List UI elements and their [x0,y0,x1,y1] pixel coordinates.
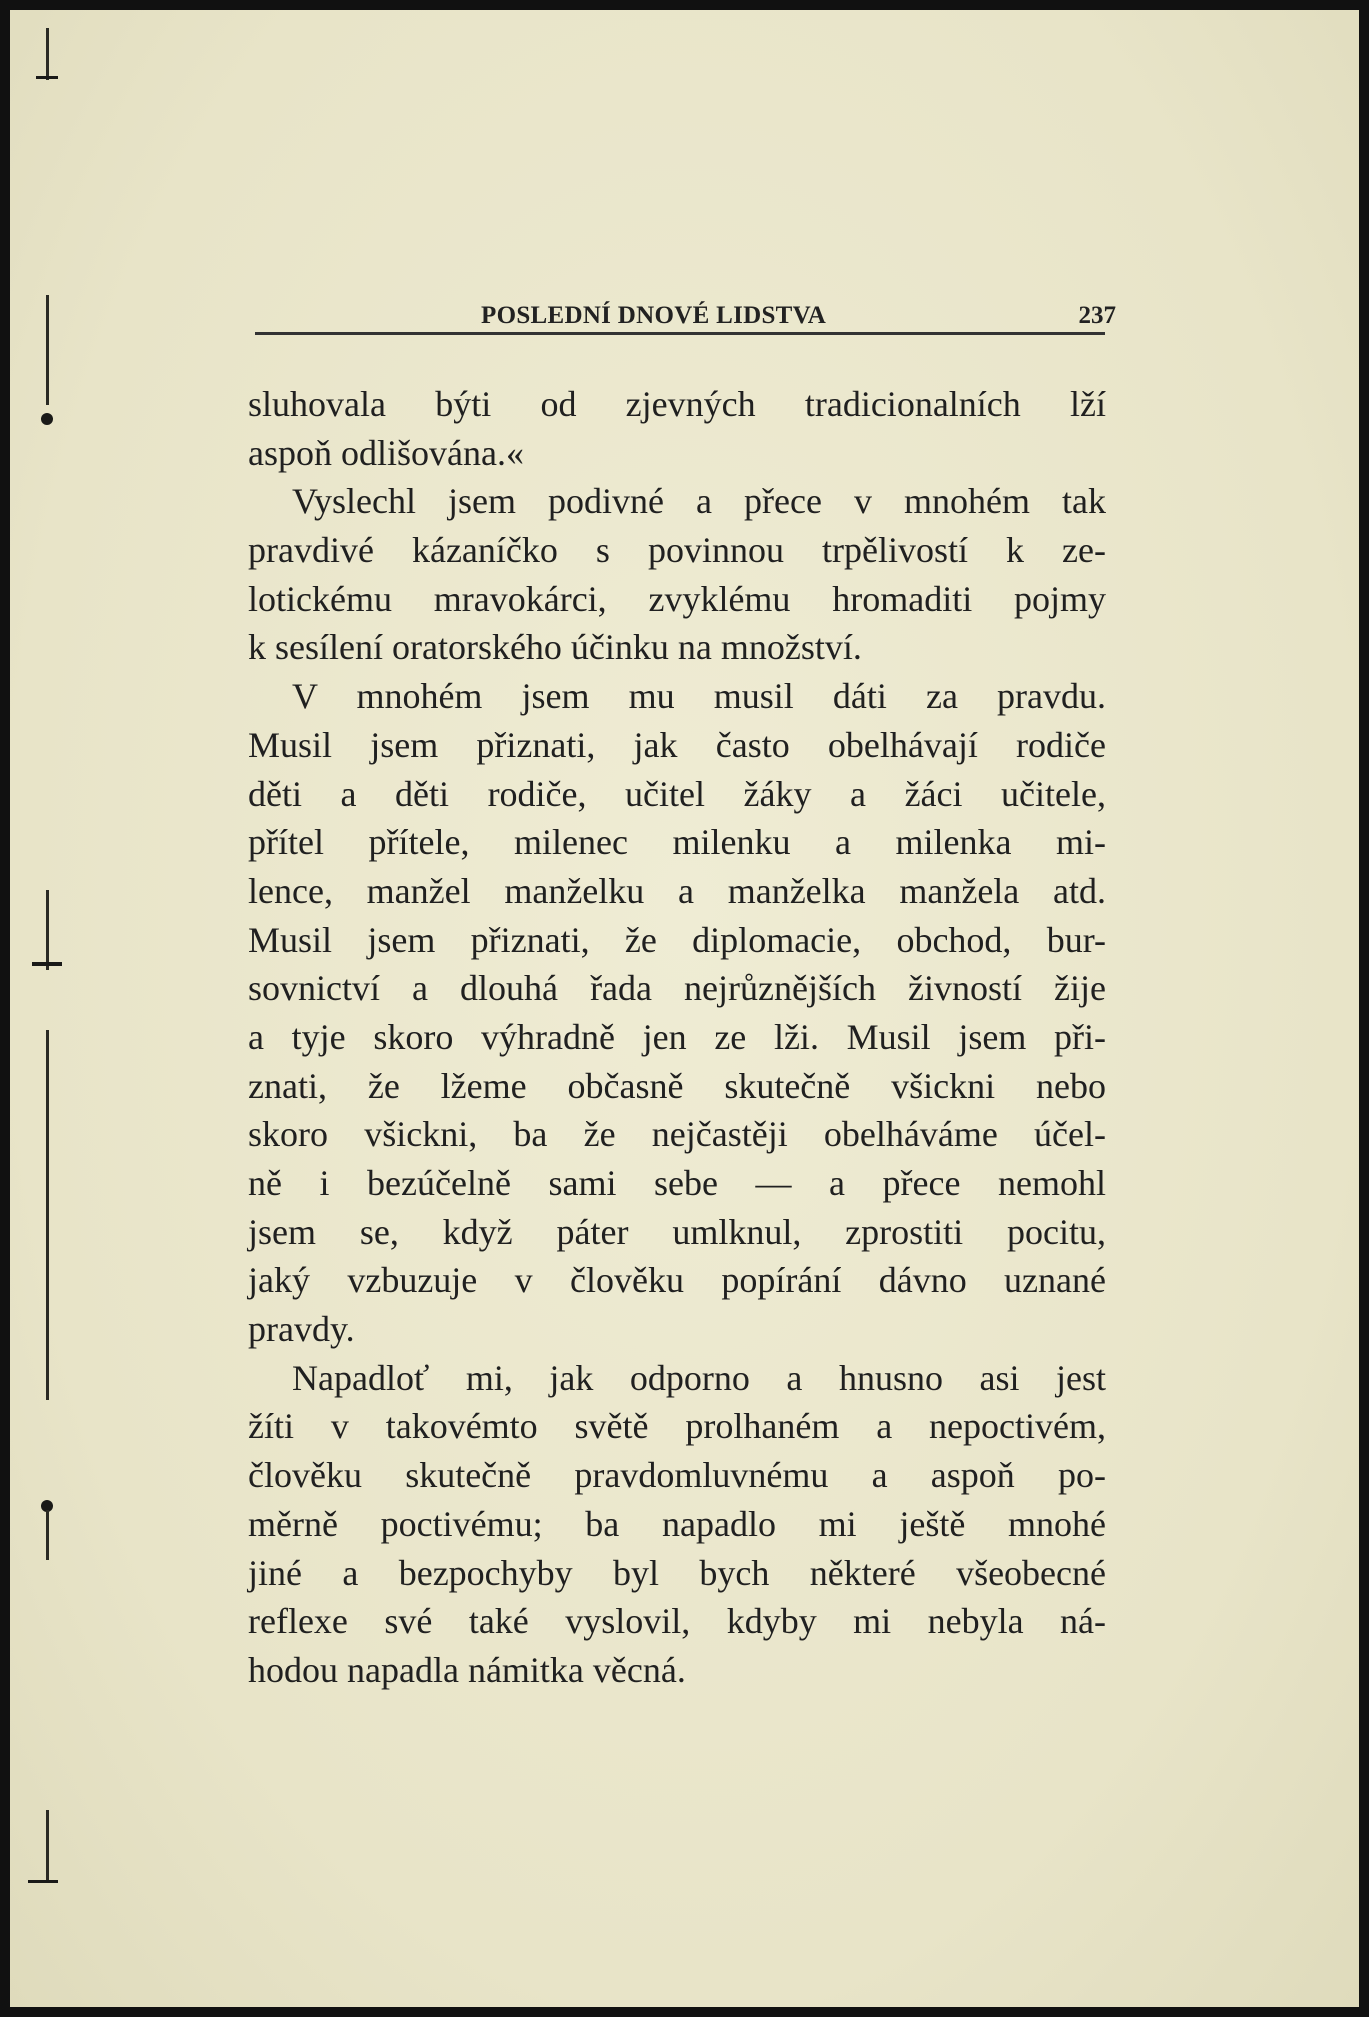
text-line: Musil jsem přiznati, že diplomacie, obchod, bur- [248,919,1106,960]
text-line: aspoň odlišována.« [248,432,524,473]
text-line: jsem se, když páter umlknul, zprostiti pocitu, [248,1211,1106,1252]
binding-tick [28,1880,58,1883]
binding-edge [46,1030,49,1400]
running-header [258,302,1116,342]
text-line: k sesílení oratorského účinku na množství. [248,627,862,668]
text-line: měrně poctivému; ba napadlo mi ještě mnohé [248,1503,1106,1544]
text-line: Napadloť mi, jak odporno a hnusno asi jest [292,1357,1106,1398]
text-line: V mnohém jsem mu musil dáti za pravdu. [292,676,1106,717]
text-line: hodou napadla námitka věcná. [248,1649,686,1690]
text-line: pravdy. [248,1309,355,1350]
text-line: jaký vzbuzuje v člověku popírání dávno uznané [248,1260,1106,1301]
text-line: člověku skutečně pravdomluvnému a aspoň po- [248,1455,1106,1496]
text-line: skoro všickni, ba že nejčastěji obelháváme účel- [248,1114,1106,1155]
body-text [248,380,1106,1695]
text-line: znati, že lžeme občasně skutečně všickni nebo [248,1065,1106,1106]
text-line: sovnictví a dlouhá řada nejrůznějších živností žije [248,968,1106,1009]
text-line: žíti v takovémto světě prolhaném a nepoctivém, [248,1406,1106,1447]
binding-tick [32,962,62,966]
header-rule [255,332,1105,335]
binding-edge [46,1810,49,1880]
binding-edge [46,890,49,970]
binding-edge [46,1510,49,1560]
text-line: Musil jsem přiznati, jak často obelhávají rodiče [248,724,1106,765]
text-line: Vyslechl jsem podivné a přece v mnohém tak [292,481,1106,522]
binding-hole [41,413,53,425]
text-line: a tyje skoro výhradně jen ze lži. Musil jsem při- [248,1016,1106,1057]
text-line: pravdivé kázaníčko s povinnou trpělivostí k ze- [248,530,1106,571]
text-line: reflexe své také vyslovil, kdyby mi nebyla ná- [248,1601,1106,1642]
running-title: POSLEDNÍ DNOVÉ LIDSTVA [481,302,827,329]
text-line: lotickému mravokárci, zvyklému hromaditi pojmy [248,578,1106,619]
text-line: děti a děti rodiče, učitel žáky a žáci učitele, [248,773,1106,814]
binding-tick [36,76,58,79]
text-line: jiné a bezpochyby byl bych některé všeobecné [248,1552,1106,1593]
text-line: přítel přítele, milenec milenku a milenka mi- [248,822,1106,863]
text-line: lence, manžel manželku a manželka manžela atd. [248,870,1106,911]
text-line: sluhovala býti od zjevných tradicionalních lží [248,384,1106,424]
binding-edge [46,28,49,80]
binding-edge [46,295,49,405]
text-line: ně i bezúčelně sami sebe — a přece nemohl [248,1163,1106,1203]
page-number: 237 [1078,302,1116,329]
